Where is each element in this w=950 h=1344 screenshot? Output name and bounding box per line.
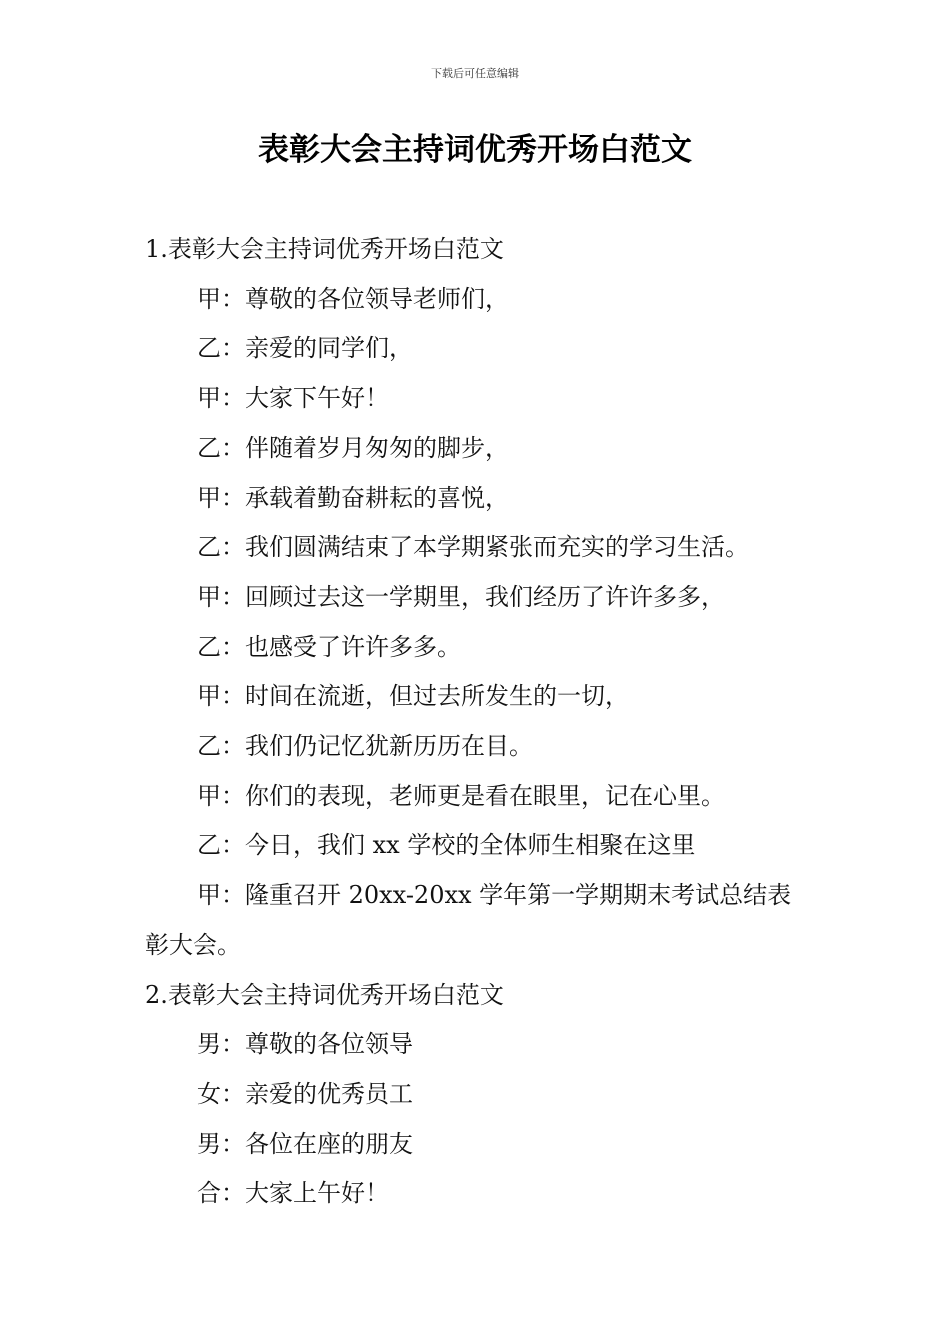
dialogue-line: 甲：尊敬的各位领导老师们， [197, 284, 509, 313]
document-body [145, 225, 810, 1219]
dialogue-line: 甲：你们的表现，老师更是看在眼里，记在心里。 [197, 781, 725, 810]
dialogue-line: 甲：回顾过去这一学期里，我们经历了许许多多， [197, 582, 725, 611]
dialogue-line: 甲：时间在流逝，但过去所发生的一切， [197, 682, 629, 711]
dialogue-line: 合：大家上午好！ [197, 1179, 389, 1208]
dialogue-line: 甲：大家下午好！ [197, 384, 389, 413]
dialogue-line: 男：尊敬的各位领导 [197, 1030, 413, 1059]
dialogue-line: 乙：伴随着岁月匆匆的脚步， [197, 433, 509, 462]
dialogue-line: 乙：今日，我们 xx 学校的全体师生相聚在这里 [197, 831, 696, 860]
dialogue-line: 乙：我们仍记忆犹新历历在目。 [197, 732, 533, 761]
dialogue-line: 甲：承载着勤奋耕耘的喜悦， [197, 483, 509, 512]
dialogue-line: 乙：也感受了许许多多。 [197, 632, 461, 661]
section-heading: 2.表彰大会主持词优秀开场白范文 [145, 980, 504, 1009]
document-title: 表彰大会主持词优秀开场白范文 [258, 132, 692, 168]
dialogue-line: 乙：我们圆满结束了本学期紧张而充实的学习生活。 [197, 533, 749, 562]
page-header-note: 下载后可任意编辑 [431, 67, 519, 80]
dialogue-line: 女：亲爱的优秀员工 [197, 1079, 413, 1108]
dialogue-line: 乙：亲爱的同学们， [197, 334, 413, 363]
dialogue-line: 男：各位在座的朋友 [197, 1129, 413, 1158]
section-heading: 1.表彰大会主持词优秀开场白范文 [145, 235, 504, 263]
dialogue-line: 甲：隆重召开 20xx-20xx 学年第一学期期末考试总结表彰大会。 [145, 881, 792, 959]
